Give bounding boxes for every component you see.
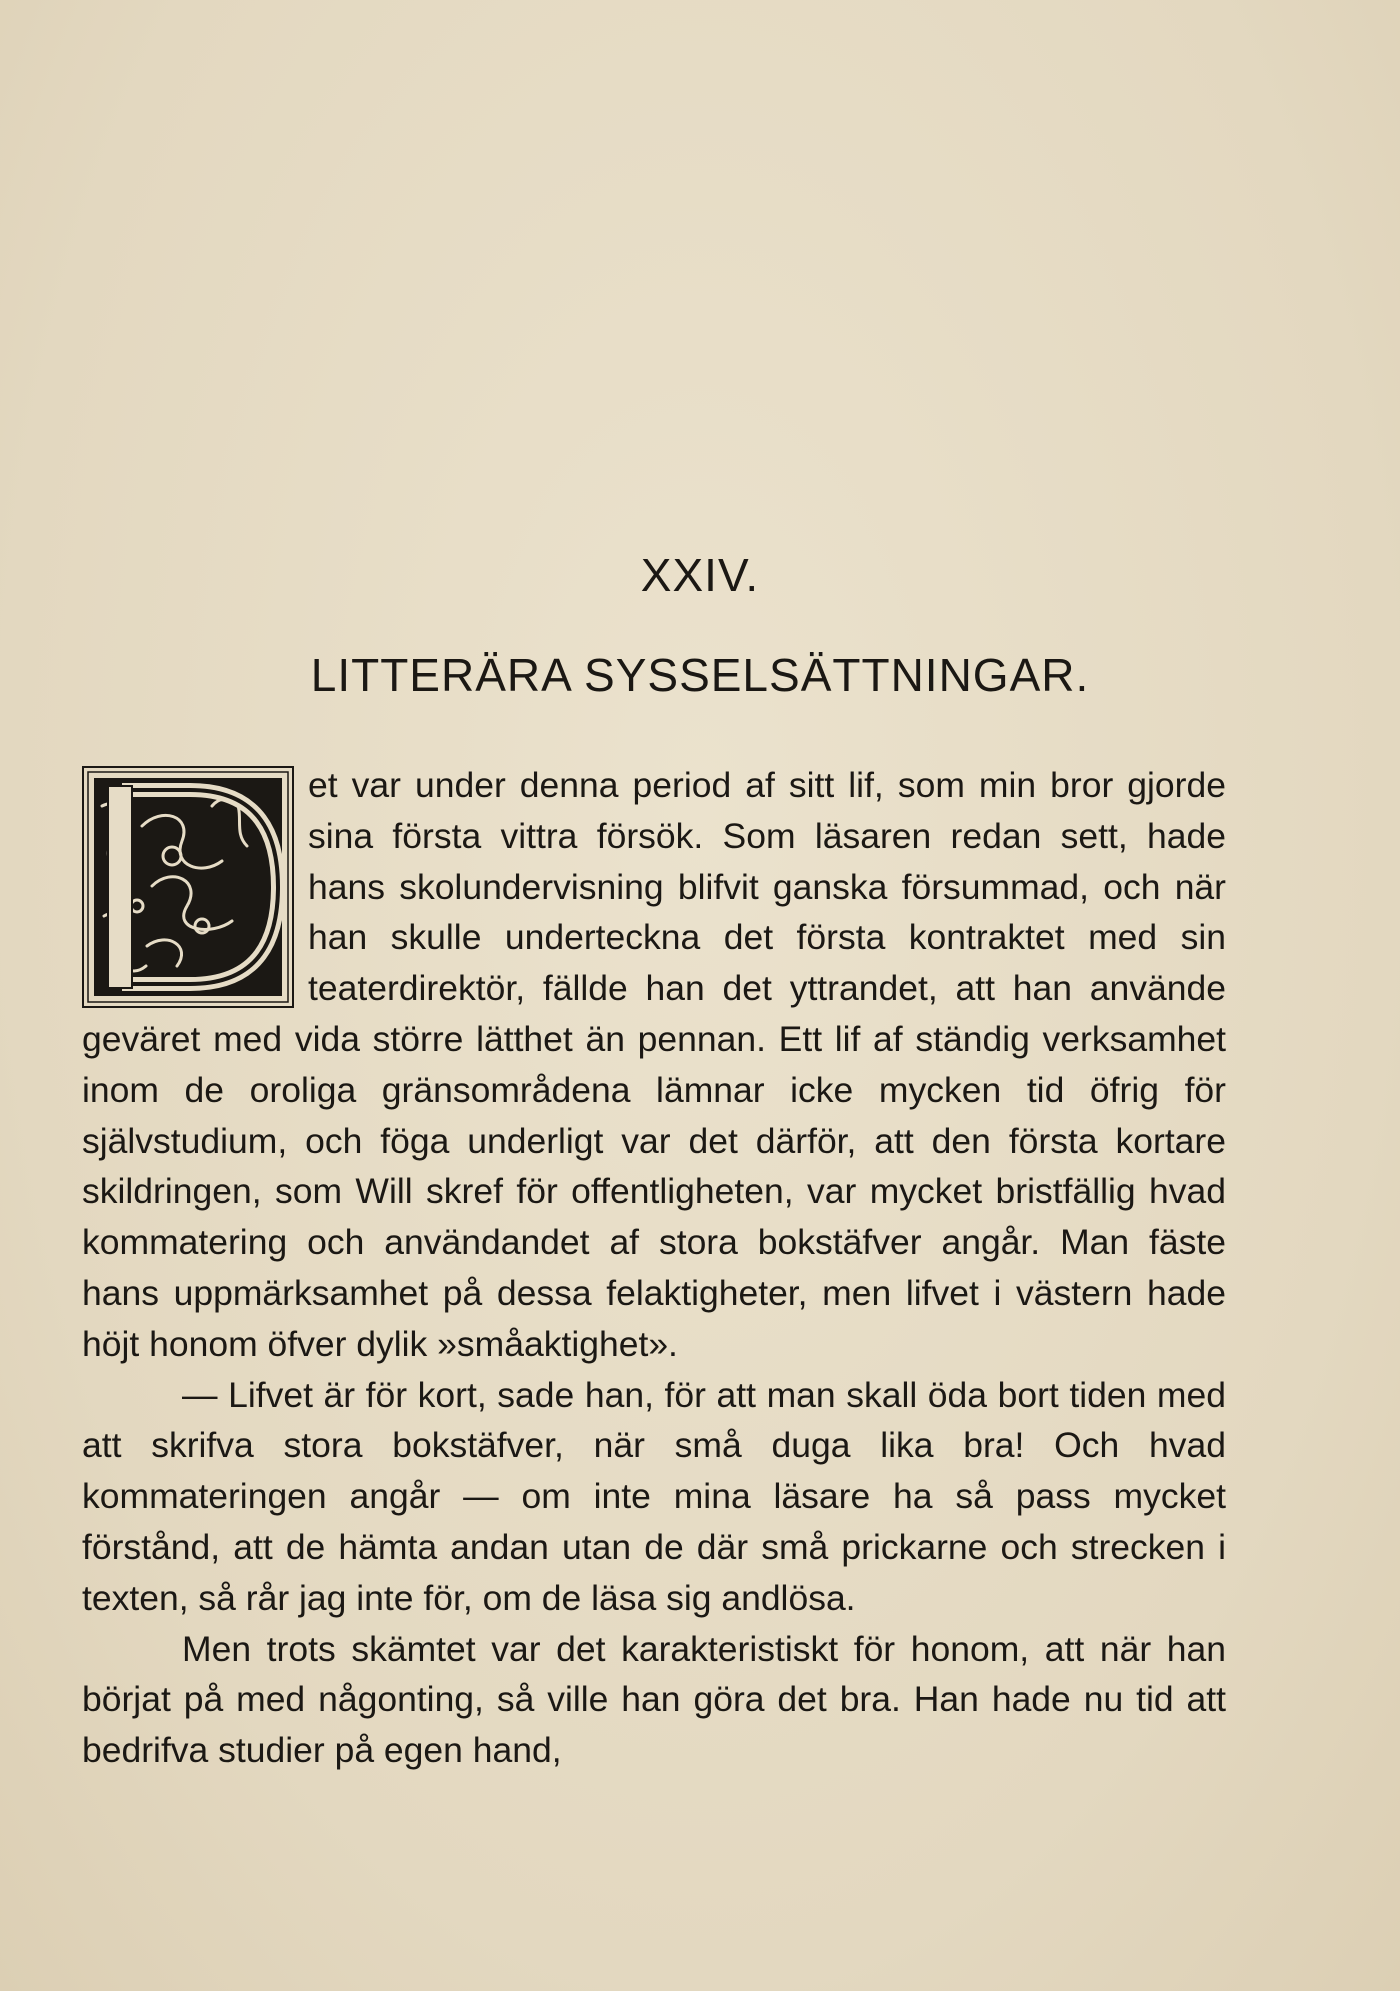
paragraph-1: et var under denna period af sitt lif, som min bror gjorde sina första vittra försök. Som läsaren redan sett, hade hans skolundervisning blifvit ganska försummad, och när han skulle underteckna det första kontraktet med sin teaterdirektör, fällde han det yttrandet, att han använde geväret med vida större lätthet än pennan. Ett lif af ständig verksamhet inom de oroliga gränsområdena lämnar icke mycken tid öfrig för självstudium, och föga underligt var det därför, att den första kortare skildringen, som Will skref för offentligheten, var mycket bristfällig hvad kommatering och användandet af stora bokstäfver angår. Man fäste hans uppmärksamhet på dessa felaktigheter, men lifvet i västern hade höjt honom öfver dylik »småaktighet». (82, 765, 1226, 1364)
dropcap-letter: D (187, 906, 189, 907)
dropcap-ornament (82, 766, 294, 1008)
chapter-number: XXIV. (640, 549, 760, 601)
chapter-title: LITTERÄRA SYSSELSÄTTNINGAR. (310, 649, 1090, 701)
paragraph-2: — Lifvet är för kort, sade han, för att man skall öda bort tiden med att skrifva stora bokstäfver, när små duga lika bra! Och hvad kommateringen angår — om inte mina läsare ha så pass mycket förstånd, att de hämta andan utan de där små prickarne och strecken i texten, så rår jag inte för, om de läsa sig andlösa. (82, 1374, 1226, 1618)
body-text (82, 760, 1226, 1776)
paragraph-3: Men trots skämtet var det karakteristiskt för honom, att när han börjat på med någonting, så ville han göra det bra. Han hade nu tid att bedrifva studier på egen hand, (82, 1628, 1226, 1771)
ornamental-initial-icon (82, 766, 294, 1008)
